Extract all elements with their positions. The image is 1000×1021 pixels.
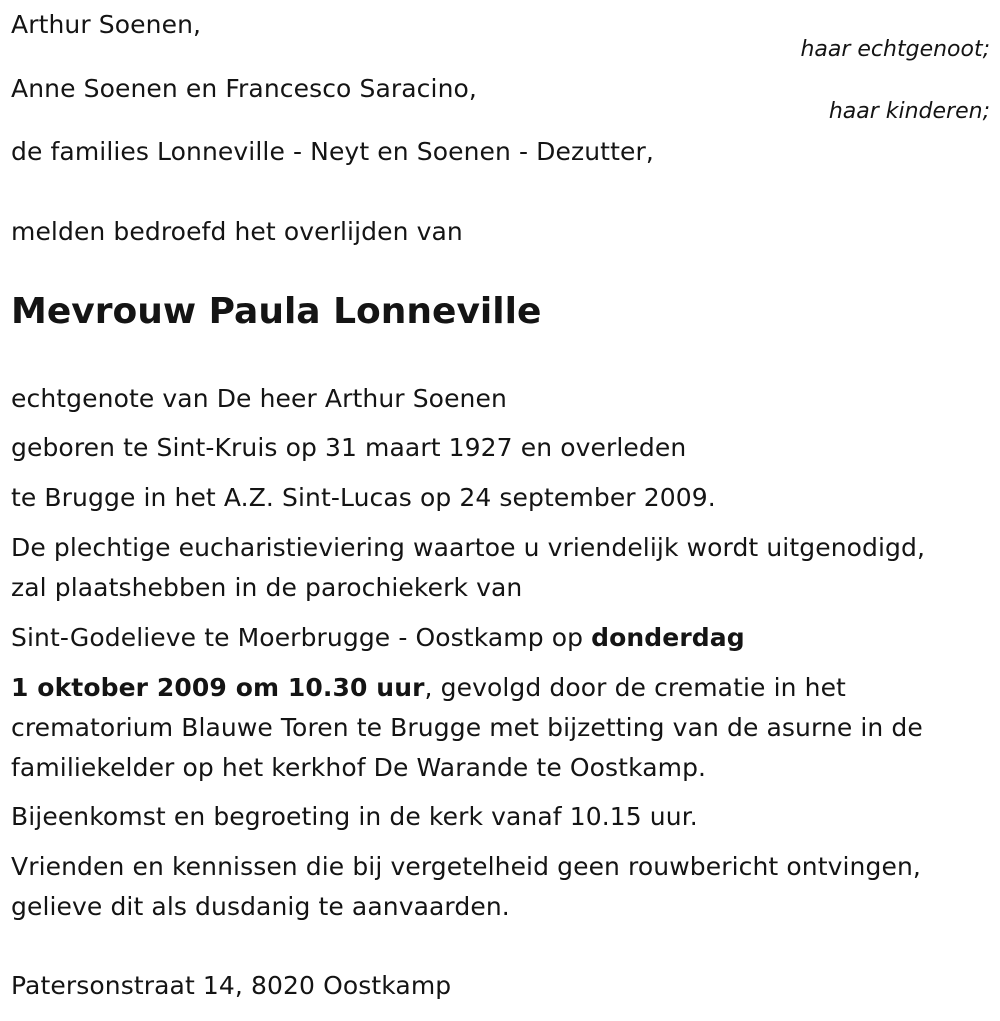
birth-line: geboren te Sint-Kruis op 31 maart 1927 en overleden xyxy=(11,433,687,462)
location-text: Sint-Godelieve te Moerbrugge - Oostkamp op xyxy=(11,623,592,652)
ceremony-datetime-line xyxy=(11,673,846,703)
mourner-children-role: haar kinderen; xyxy=(828,99,990,124)
death-line: te Brugge in het A.Z. Sint-Lucas op 24 september 2009. xyxy=(11,483,716,512)
notice-line-2: gelieve dit als dusdanig te aanvaarden. xyxy=(11,892,510,921)
cremation-line-3: familiekelder op het kerkhof De Warande te Oostkamp. xyxy=(11,753,707,782)
deceased-name: Mevrouw Paula Lonneville xyxy=(11,291,542,332)
mourner-families: de families Lonneville - Neyt en Soenen - Dezutter, xyxy=(11,137,654,166)
invitation-line-2: zal plaatshebben in de parochiekerk van xyxy=(11,573,523,602)
ceremony-datetime: 1 oktober 2009 om 10.30 uur xyxy=(11,673,425,702)
notice-line-1: Vrienden en kennissen die bij vergetelheid geen rouwbericht ontvingen, xyxy=(11,852,921,881)
announcement-text: melden bedroefd het overlijden van xyxy=(11,217,463,246)
cremation-line-2: crematorium Blauwe Toren te Brugge met bijzetting van de asurne in de xyxy=(11,713,923,742)
ceremony-location xyxy=(11,623,745,653)
mourner-spouse-role: haar echtgenoot; xyxy=(800,37,990,62)
gathering-line: Bijeenkomst en begroeting in de kerk vanaf 10.15 uur. xyxy=(11,802,698,831)
invitation-line-1: De plechtige eucharistieviering waartoe u vriendelijk wordt uitgenodigd, xyxy=(11,533,926,562)
spouse-line: echtgenote van De heer Arthur Soenen xyxy=(11,384,507,413)
cremation-text-1: , gevolgd door de crematie in het xyxy=(424,673,846,702)
ceremony-day: donderdag xyxy=(591,623,745,652)
mourner-children: Anne Soenen en Francesco Saracino, xyxy=(11,74,477,103)
mourner-spouse: Arthur Soenen, xyxy=(11,10,202,39)
family-address: Patersonstraat 14, 8020 Oostkamp xyxy=(11,971,452,1000)
